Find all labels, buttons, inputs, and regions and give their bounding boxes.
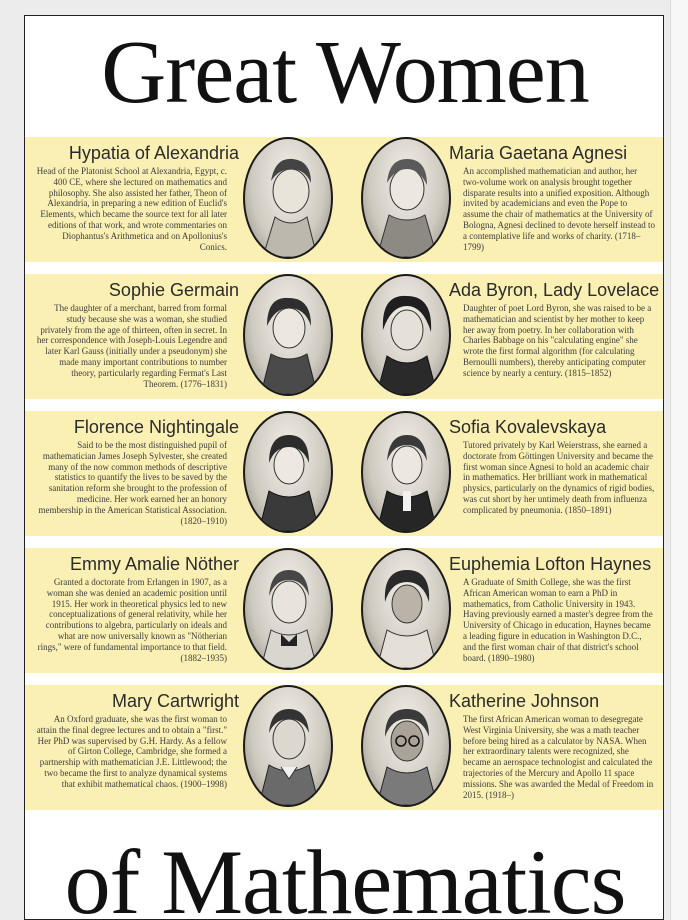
profile-name: Euphemia Lofton Haynes [449,554,652,574]
portrait-hypatia [243,137,333,259]
profile-bio: The first African American woman to desegregate West Virginia University, she was a math teacher before being hired as a calculator by NASA. When her extraordinary talents were recognized, she became an aerospace technologist and calculated the trajectories of the Mercury and Apollo 11 space missions. She was awarded the Medal of Freedom in 2015. (1918–) [463,714,654,800]
profile-bio: A Graduate of Smith College, she was the first African American woman to earn a PhD in mathematics, from Catholic University in 1943. Having previously earned a master's degree from the University of Chicago in education, Haynes became a leading figure in education in Washington D.C., and the first woman chair of that district's school board. (1890–1980) [463,577,653,663]
profile-name: Maria Gaetana Agnesi [449,143,628,163]
profile-johnson [345,691,654,800]
profile-bio: An Oxford graduate, she was the first woman to attain the final degree lectures and to obtain a "first." Her PhD was supervised by G.H. Hardy. As a fellow of Girton College, Cambridge, she formed a partnership with mathematician J.E. Littlewood; the two became the first to analyze dynamical systems that exhibit mathematical chaos. (1900–1998) [36,714,227,789]
poster-title-top: Great Women [101,23,589,122]
profile-bio: Daughter of poet Lord Byron, she was raised to be a mathematician and scientist by her mother to keep her away from poetry. In her collaboration with Charles Babbage on his "calculating engine" she wrote the first formal algorithm (for calculating Bernoulli numbers), thereby anticipating computer science by nearly a century. (1815–1852) [463,303,652,378]
portrait-noether [243,548,333,670]
portrait-germain [243,274,333,396]
portrait-cartwright [243,685,333,807]
profile-name: Katherine Johnson [449,691,600,711]
profile-haynes [345,554,653,663]
page-edge-strip [670,0,688,920]
profile-bio: Tutored privately by Karl Weierstrass, she earned a doctorate from Göttingen University and became the first woman since Agnesi to hold an academic chair in mathematics. Her brilliant work in mathematical physics, particularly on the dynamics of rigid bodies, was cut short by her untimely death from influenza complicated by pneumonia. (1850–1891) [463,440,655,515]
profile-name: Ada Byron, Lady Lovelace [449,280,660,300]
profile-bio: Head of the Platonist School at Alexandria, Egypt, c. 400 CE, where she lectured on mathematics and philosophy. She also assisted her father, Theon of Alexandria, in preparing a new edition of Euclid's Elements, which became the source text for all later editions of that work, and wrote commentaries on Diophantus's Arithmetica and on Apollonius's Conics. [36,166,227,252]
profile-agnesi [345,143,655,252]
portrait-nightingale [243,411,333,533]
profile-bio: Said to be the most distinguished pupil of mathematician James Joseph Sylvester, she created many of the now common methods of descriptive statistics to quantify the lives to be saved by the sanitation reform she brought to the profession of medicine. Her work earned her an honory membership in the American Statistical Association. (1820–1910) [38,440,227,526]
profile-bio: Granted a doctorate from Erlangen in 1907, as a woman she was denied an academic position until 1915. Her work in theoretical physics led to new conceptualizations of general relativity, while her contributions to algebra, particularly on ideals and what are now universally known as "Nötherian rings," were of fundamental importance to that field. (1882–1935) [37,577,227,663]
profile-name: Sofia Kovalevskaya [449,417,607,437]
profile-lovelace [345,280,660,379]
profile-bio: The daughter of a merchant, barred from formal study because she was a woman, she studied privately from the age of thirteen, often in secret. In her correspondence with Joseph-Louis Legendre and later Karl Gauss (initially under a pseudonym) she made many important contributions to number theory, particularly regarding Fermat's Last Theorem. (1776–1831) [36,303,227,389]
poster [24,15,664,920]
profile-name: Sophie Germain [108,280,239,300]
profile-name: Florence Nightingale [73,417,239,437]
profile-kovalevskaya [345,417,655,516]
profile-name: Hypatia of Alexandria [68,143,239,163]
poster-title-bottom: of Mathematics [64,831,626,920]
profile-bio: An accomplished mathematician and author, her two-volume work on analysis brought together disparate results into a unified exposition. Although invited by academicians and even the Pope to assume the chair of mathematics at the University of Bologna, Agnesi declined to devote herself instead to a contemplative life and works of charity. (1718–1799) [463,166,655,252]
profile-name: Emmy Amalie Nöther [69,554,239,574]
profile-name: Mary Cartwright [111,691,239,711]
